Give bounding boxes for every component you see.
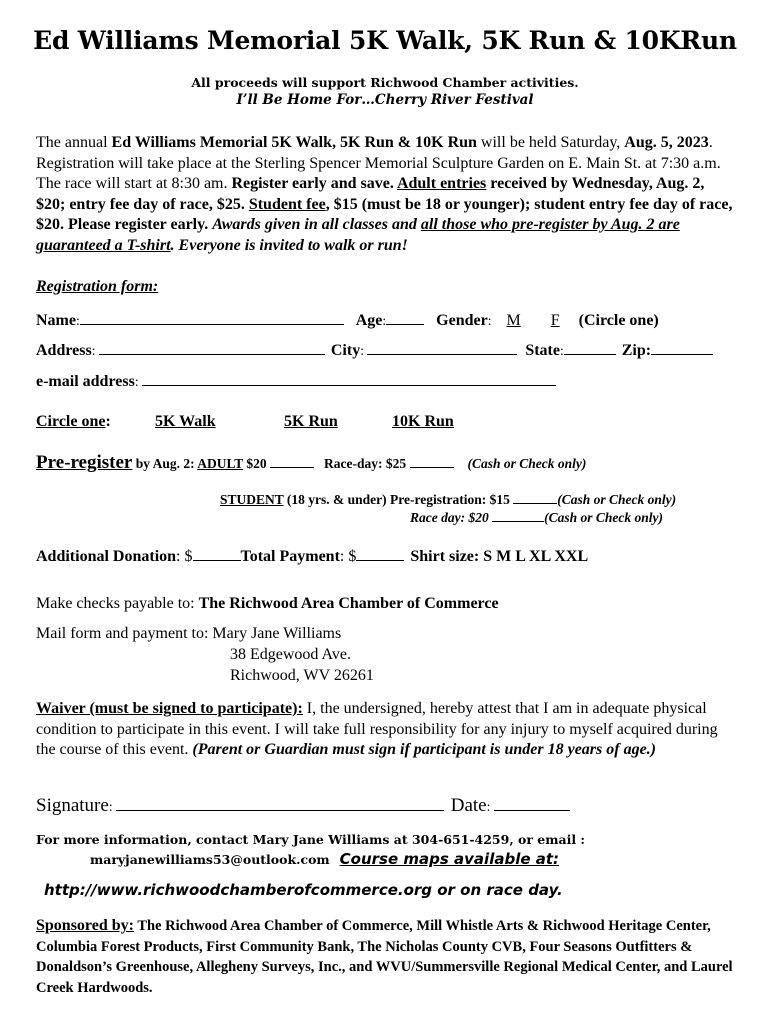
city-label: City bbox=[330, 342, 361, 359]
shirt-size-options[interactable]: Shirt size: S M L XL XXL bbox=[410, 548, 589, 565]
student-prereg-field[interactable] bbox=[513, 492, 557, 504]
event-date: Aug. 5, 2023 bbox=[624, 134, 709, 151]
event-option-10k-run[interactable]: 10K Run bbox=[392, 413, 454, 430]
age-field[interactable] bbox=[386, 310, 424, 325]
adult-fees: received by Wednesday, Aug. 2, $20; entry fee day of race, $25. bbox=[36, 175, 705, 213]
adult-prereg-field[interactable] bbox=[270, 456, 314, 468]
state-field[interactable] bbox=[564, 340, 616, 355]
raceday-price: Race-day: $25 bbox=[324, 456, 410, 471]
zip-label: Zip: bbox=[621, 342, 652, 359]
mail-street: 38 Edgewood Ave. bbox=[230, 646, 352, 663]
email-label: e-mail address bbox=[36, 373, 135, 390]
adult-entries: Adult entries bbox=[396, 175, 487, 192]
city-field[interactable] bbox=[367, 340, 517, 355]
registration-form-heading: Registration form: bbox=[36, 278, 159, 295]
gender-label: Gender bbox=[436, 312, 488, 329]
sponsors-paragraph bbox=[36, 916, 736, 998]
intro-paragraph bbox=[36, 133, 736, 256]
circle-one-label: Circle one bbox=[36, 413, 106, 430]
tshirt-guarantee: all those who pre-register by Aug. 2 are guaranteed a T-shirt bbox=[36, 216, 680, 254]
name-label: Name bbox=[36, 312, 76, 329]
preregister-label: Pre-register bbox=[36, 452, 133, 473]
event-option-5k-run[interactable]: 5K Run bbox=[284, 413, 338, 430]
event-name: Ed Williams Memorial 5K Walk, 5K Run & 10K Run bbox=[111, 134, 477, 151]
address-label: Address bbox=[36, 342, 92, 359]
preregister-deadline: by Aug. 2: bbox=[132, 456, 198, 471]
signature-field[interactable] bbox=[116, 794, 444, 811]
donation-label: Additional Donation bbox=[36, 548, 177, 565]
checks-label: Make checks payable to: bbox=[36, 595, 199, 612]
student-label: STUDENT bbox=[220, 492, 284, 507]
payment-row: Additional Donation: $ Total Payment: $ Shirt size: S M L XL XXL bbox=[36, 548, 589, 565]
student-row bbox=[220, 492, 676, 508]
preregister-row bbox=[36, 452, 586, 474]
student-prereg: (18 yrs. & under) Pre-registration: $15 bbox=[283, 492, 514, 507]
contact-email-row bbox=[90, 850, 559, 869]
raceday-field[interactable] bbox=[410, 456, 454, 468]
intro-text: will be held Saturday, bbox=[476, 134, 625, 151]
adult-price: $20 bbox=[243, 456, 271, 471]
student-fee: Student fee bbox=[248, 195, 326, 213]
address-row: Address: City: State: Zip: bbox=[36, 340, 713, 360]
checks-payee: The Richwood Area Chamber of Commerce bbox=[198, 595, 499, 612]
gender-option-m[interactable]: M bbox=[506, 312, 521, 329]
state-label: State bbox=[525, 342, 560, 359]
name-row: Name: Age: Gender: M F (Circle one) bbox=[36, 312, 659, 329]
register-early: Register early and save. bbox=[231, 175, 397, 192]
invite-text: . Everyone is invited to walk or run! bbox=[170, 236, 408, 254]
waiver-paragraph bbox=[36, 699, 736, 761]
course-maps-label: Course maps available at: bbox=[339, 850, 560, 868]
mail-label: Mail form and payment to: bbox=[36, 625, 213, 642]
name-field[interactable] bbox=[80, 310, 344, 325]
student-payment-note: (Cash or Check only) bbox=[557, 492, 677, 507]
adult-label: ADULT bbox=[197, 456, 244, 471]
student-fees: , $15 (must be 18 or younger); student entry fee day of race, $20. Please register early. bbox=[36, 195, 733, 233]
signature-row: Signature: Date: bbox=[36, 794, 570, 817]
email-field[interactable] bbox=[142, 371, 556, 386]
donation-field[interactable] bbox=[193, 546, 241, 561]
festival-name: I’ll Be Home For…Cherry River Festival bbox=[236, 92, 534, 108]
date-field[interactable] bbox=[494, 794, 570, 811]
sponsors-label: Sponsored by: bbox=[36, 917, 134, 934]
mail-city: Richwood, WV 26261 bbox=[230, 667, 374, 684]
contact-info: For more information, contact Mary Jane Williams at 304-651-4259, or email : bbox=[36, 832, 586, 847]
event-choice-row: Circle one: bbox=[36, 413, 111, 430]
student-raceday-note: (Cash or Check only) bbox=[544, 510, 663, 525]
waiver-label: Waiver (must be signed to participate): bbox=[36, 700, 303, 717]
student-raceday-row bbox=[410, 510, 663, 526]
checks-row bbox=[36, 595, 499, 613]
email-row: e-mail address: bbox=[36, 371, 556, 391]
awards-text: Awards given in all classes and bbox=[212, 216, 421, 233]
total-label: Total Payment bbox=[240, 548, 340, 565]
signature-label: Signature bbox=[36, 795, 109, 816]
contact-email[interactable]: maryjanewilliams53@outlook.com bbox=[90, 852, 330, 867]
mail-name: Mary Jane Williams bbox=[212, 625, 342, 642]
event-option-5k-walk[interactable]: 5K Walk bbox=[155, 413, 216, 430]
course-maps-url[interactable]: http://www.richwoodchamberofcommerce.org or on race day. bbox=[44, 881, 563, 899]
mail-row bbox=[36, 625, 341, 643]
proceeds-note: All proceeds will support Richwood Chamber activities. bbox=[191, 75, 579, 90]
intro-text: . Registration will take place at the Sterling Spencer Memorial Sculpture Garden on E. Main St. at 7:30 a.m. The race will start at 8:30 am. bbox=[36, 134, 721, 192]
page-title: Ed Williams Memorial 5K Walk, 5K Run & 10KRun bbox=[33, 26, 737, 55]
payment-note: (Cash or Check only) bbox=[467, 456, 587, 471]
student-raceday-field[interactable] bbox=[492, 510, 544, 522]
circle-one-note: (Circle one) bbox=[578, 312, 659, 329]
zip-field[interactable] bbox=[651, 340, 713, 355]
waiver-text: I, the undersigned, hereby attest that I am in adequate physical condition to participate in this event. I will take full responsibility for any injury to myself acquired during the course of this event. bbox=[36, 700, 718, 758]
age-label: Age bbox=[355, 312, 383, 329]
date-label: Date bbox=[450, 795, 487, 816]
address-field[interactable] bbox=[99, 340, 325, 355]
intro-text: The annual bbox=[36, 134, 112, 151]
guardian-note: (Parent or Guardian must sign if participant is under 18 years of age.) bbox=[192, 741, 657, 758]
total-field[interactable] bbox=[356, 546, 404, 561]
gender-option-f[interactable]: F bbox=[550, 312, 560, 329]
student-raceday: Race day: $20 bbox=[410, 510, 493, 525]
sponsors-list: The Richwood Area Chamber of Commerce, Mill Whistle Arts & Richwood Heritage Center, Columbia Forest Products, First Community Bank, The Nicholas County CVB, Four Seasons Outfitters & Donaldson’s Greenhouse, Allegheny Surveys, Inc., and WVU/Summersville Regional Medical Center, and Laurel Creek Hardwoods. bbox=[36, 918, 733, 996]
